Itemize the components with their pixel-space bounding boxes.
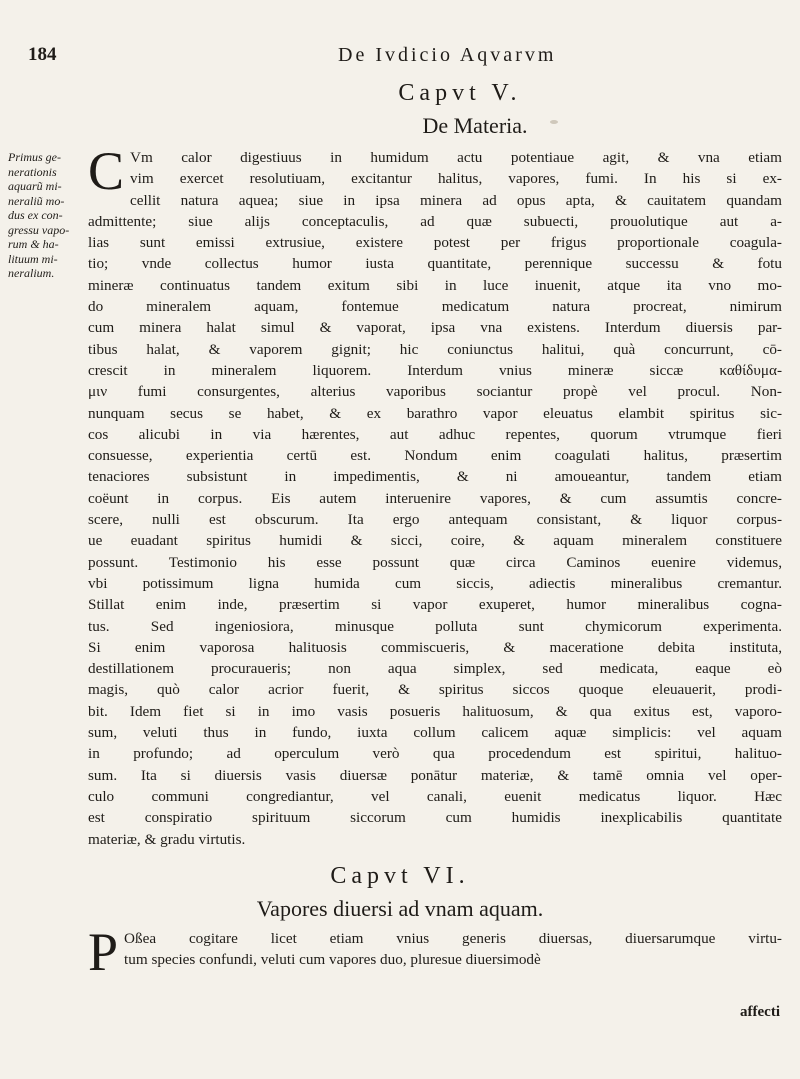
drop-cap-2: P (88, 922, 119, 982)
text-line: tenaciores subsistunt in impedimentis, & ni amoueantur, tandem etiam (88, 468, 782, 486)
margin-note-line: neralium. (8, 266, 55, 280)
text-line: in profundo; ad operculum verò qua procedendum est spiritui, halituo- (88, 745, 782, 763)
text-line: tum species confundi, veluti cum vapores duo, pluresue diuersimodè (124, 951, 541, 969)
margin-note (8, 150, 78, 281)
text-line: vbi potissimum ligna humida cum siccis, adiectis mineralibus cremantur. (88, 574, 782, 592)
margin-note-line: dus ex con- (8, 208, 63, 222)
chapter-6-body (88, 922, 782, 982)
text-line: Stillat enim inde, præsertim si vapor exuperet, humor mineralibus cogna- (88, 596, 782, 614)
catchword: affecti (740, 1004, 780, 1020)
text-line: tibus halat, & vaporem gignit; hic coniunctus halitui, quà concurrunt, cō- (88, 340, 782, 358)
text-line: sum, veluti thus in fundo, iuxta collum calicem aquæ simplicis: vel aquam (88, 724, 782, 742)
margin-note-line: Primus ge- (8, 150, 61, 164)
text-line: consuesse, experientia certū est. Nondum enim coagulati halitus, præsertim (88, 447, 782, 465)
text-line: materiæ, & gradu virtutis. (88, 830, 246, 848)
text-line: est conspiratio spirituum siccorum cum humidis inexplicabilis quantitate (88, 809, 782, 827)
text-line: do mineralem aquam, fontemue medicatum natura procreat, nimirum (88, 298, 782, 316)
chapter-6-subtitle: Vapores diuersi ad vnam aquam. (256, 896, 544, 921)
text-line: tus. Sed ingeniosiora, minusque polluta sunt chymicorum experimenta. (88, 617, 782, 635)
text-line: possunt. Testimonio his esse possunt quæ circa Caminos euenire videmus, (88, 553, 782, 571)
chapter-6-heading: Capvt VI. (330, 863, 470, 889)
text-line: coëunt in corpus. Eis autem interuenire vapores, & cum assumtis concre- (88, 489, 782, 507)
text-line: mineræ continuatus tandem exitum sibi in luce inuenit, atque ita vno mo- (88, 276, 782, 294)
text-line: scere, nulli est obscurum. Ita ergo antequam consistant, & liquor corpus- (88, 511, 782, 529)
margin-note-line: nerationis (8, 164, 57, 179)
text-line: lias sunt emissi extrusiue, existere potest per frigus proportionale coagula- (88, 234, 782, 252)
text-line: cellit natura aquea; siue in ipsa minera ad opus apta, & cauitatem quandam (130, 191, 782, 209)
text-line: cos alicubi in via hærentes, aut adhuc repentes, quorum vtrumque fieri (88, 425, 782, 443)
text-line: nunquam secus se habet, & ex barathro vapor eleuatus elambit spiritus sic- (88, 404, 782, 422)
text-line: Si enim vaporosa halituosis commiscueris, & maceratione debita instituta, (88, 638, 782, 656)
text-line: admittente; siue alijs conceptaculis, ad quæ subuecti, prouolutique aut a- (88, 212, 782, 230)
text-line: culo communi congrediantur, vel canali, euenit medicatus liquor. Hæc (88, 787, 782, 805)
text-line: destillationem procuraueris; non aqua simplex, sed medicata, eaque eò (88, 660, 782, 678)
text-line: tio; vnde collectus humor iusta quantitate, perennique successu & fotu (88, 255, 782, 273)
text-line: magis, quò calor acrior fuerit, & spiritus siccos quoque eleuauerit, prodi- (88, 681, 782, 699)
text-line: cum minera halat simul & vaporat, ipsa vna existens. Interdum diuersis par- (88, 319, 782, 337)
running-head (28, 44, 748, 72)
text-line: Vm calor digestiuus in humidum actu potentiaue agit, & vna etiam (130, 149, 782, 166)
margin-note-line: gressu vapo- (8, 222, 70, 237)
text-line: vim exercet resolutiuam, excitantur halitus, vapores, fumi. In his si ex- (130, 170, 782, 188)
chapter-5-body (88, 141, 782, 850)
chapter-5-heading: Capvt V. (398, 80, 522, 106)
page-number: 184 (28, 44, 57, 65)
margin-note-line: rum & ha- (8, 237, 59, 251)
chapter-5-subtitle: De Materia. (422, 113, 528, 138)
text-line: μιν fumi consurgentes, alterius vaporibus sociantur propè vel procul. Non- (88, 383, 782, 401)
margin-note-line: lituum mi- (8, 251, 58, 266)
text-line: crescit in mineralem liquorem. Interdum vnius mineræ siccæ καθίδυμα- (88, 361, 782, 379)
margin-note-line: aquarũ mi- (8, 179, 62, 193)
margin-note-line: neraliũ mo- (8, 193, 65, 208)
drop-cap: C (88, 141, 125, 201)
text-line: bit. Idem fiet si in imo vasis posueris halituosum, & qua exitus est, vaporo- (88, 702, 782, 720)
running-title: De Ivdicio Aqvarvm (338, 44, 557, 66)
text-line: Oßea cogitare licet etiam vnius generis diuersas, diuersarumque virtu- (124, 930, 782, 947)
text-line: sum. Ita si diuersis vasis diuersæ ponātur materiæ, & tamē omnia vel oper- (88, 766, 782, 784)
text-line: ue euadant spiritus humidi & sicci, coire, & aquam mineralem constituere (88, 532, 782, 550)
